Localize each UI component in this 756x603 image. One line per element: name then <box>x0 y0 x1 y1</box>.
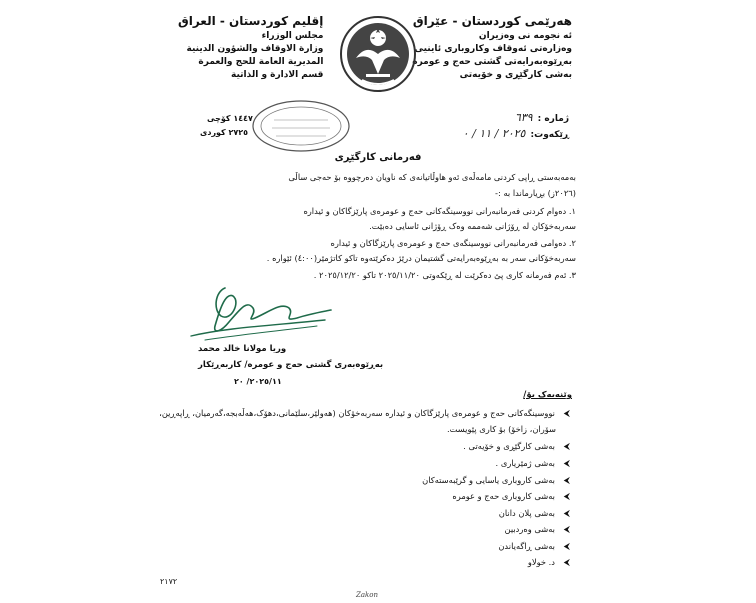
distribution-item-text: بەشی ڕاگەیاندن <box>498 541 555 551</box>
arrow-icon: ⮜ <box>563 558 570 568</box>
distribution-item <box>422 475 570 486</box>
footer-page-number: ٢١٧٢ <box>160 577 178 586</box>
header-left <box>178 14 323 82</box>
distribution-item-text: بەشی پلان دانان <box>498 508 555 518</box>
footer-mark: Zakon <box>356 591 379 599</box>
reference-date-value: ٢٠٢٥ / ١١ / ٠ <box>462 127 526 140</box>
distribution-item-continuation: سۆران، زاخۆ) بۆ کاری پێویست. <box>446 424 556 434</box>
signatory-name: وریا مولانا خالد محمد <box>198 344 287 354</box>
distribution-heading: وێنەیەک بۆ/ <box>523 390 572 400</box>
header-right-line: بەشی کارگێڕی و خۆیەتی <box>459 70 572 80</box>
distribution-item-text: بەشی وەردبین <box>504 524 555 534</box>
distribution-item <box>159 408 570 419</box>
body-line: ٣. ئەم فەرمانە کاری پێ دەکرێت لە ڕێکەوتی ٢٠٢٥/١١/٢٠ تاکو ٢٠٢٥/١٢/٢٠ . <box>313 270 576 280</box>
header-left-line: وزارة الاوقاف والشؤون الدينية <box>186 44 324 54</box>
header-right-title: هەرێمی کوردستان - عێراق <box>412 14 572 28</box>
arrow-icon: ⮜ <box>563 492 570 502</box>
distribution-item-text: بەشی کاروباری یاسایی و گرێبەستەکان <box>422 475 555 485</box>
header-right-line: وەزارەتی ئەوقاف وکاروباری ئاینیی <box>414 44 572 54</box>
distribution-item-text: بەشی کاروباری حەج و عومرە <box>452 491 555 501</box>
distribution-item <box>498 541 570 552</box>
arrow-icon: ⮜ <box>563 509 570 519</box>
distribution-item <box>463 441 570 452</box>
header-left-title: إقليم كوردستان - العراق <box>178 14 324 28</box>
signature-date: ٢٠٢٥/١١/ ٢٠ <box>234 377 282 386</box>
reference-number-label: ژمارە : <box>537 114 569 124</box>
header-left-line: مجلس الوزراء <box>261 31 324 41</box>
signature-icon <box>185 282 335 344</box>
kurdi-date: ٢٧٢٥ کوردی <box>200 128 249 137</box>
distribution-item <box>452 491 570 502</box>
header-right-line: بەڕێوەبەرایەتی گشتی حەج و عومرە <box>412 57 572 67</box>
body-line: ٢. دەوامی فەرمانبەرانی نووسینگەی حەج و عومرەی پارێزگاکان و ئیدارە <box>330 238 576 248</box>
arrow-icon: ⮜ <box>563 409 570 419</box>
header-right <box>412 14 572 82</box>
stamp-icon <box>250 98 352 154</box>
distribution-item-text: بەشی ژمێریاری . <box>495 458 555 468</box>
signatory-role: بەڕێوەبەری گشتی حەج و عومرە/ کاربەڕێکار <box>198 360 384 370</box>
header-right-line: ئه نجومه نی وەزیران <box>478 31 572 41</box>
kurdistan-emblem-icon <box>338 14 418 96</box>
arrow-icon: ⮜ <box>563 525 570 535</box>
header-left-line: قسم الادارة و الذاتية <box>231 70 324 80</box>
reference-date-label: ڕێکەوت: <box>530 130 569 140</box>
distribution-item <box>505 524 570 535</box>
reference-date <box>463 122 569 141</box>
body-line: ١. دەوام کردنی فەرمانبەرانی نووسینگەکانی حەج و عومرەی پارێزگاکان و ئیدارە <box>303 206 576 216</box>
arrow-icon: ⮜ <box>563 459 570 469</box>
document-title: فەرمانی کارگێڕی <box>334 152 422 163</box>
body-line: (٢٠٢٦ز) بڕیارماندا بە :- <box>495 188 576 198</box>
distribution-item-text: بەشی کارگێڕی و خۆیەتی . <box>463 441 555 451</box>
body-line: بەمەبەستی ڕاپی کردنی مامەڵەی ئەو هاوڵاتیانەی کە ناویان دەرچووە بۆ حەجی ساڵی <box>288 172 576 182</box>
header-left-line: المديرية العامة للحج والعمرة <box>198 57 324 67</box>
reference-number-value: ٦٣٩ <box>514 111 533 124</box>
body-line: سەربەخۆکانی سەر بە بەڕێوەبەرایەتی گشتیمان درێژ دەکرێتەوە تاکو کاتژمێر(٤:٠٠) ئێوارە . <box>266 253 576 263</box>
arrow-icon: ⮜ <box>563 542 570 552</box>
distribution-item <box>499 508 570 519</box>
body-line: سەربەخۆکان لە ڕۆژانی شەممە وەک ڕۆژانی ئاسایی دەبێت. <box>369 221 576 231</box>
distribution-item <box>496 458 570 469</box>
distribution-item-text: د. خولاو <box>527 557 555 567</box>
arrow-icon: ⮜ <box>563 476 570 486</box>
hijri-date: ١٤٤٧ کۆچی <box>207 114 253 123</box>
arrow-icon: ⮜ <box>563 442 570 452</box>
distribution-item-text: نووسینگەکانی حەج و عومرەی پارێزگاکان و ئیدارە سەربەخۆکان (هەولێر،سلێمانی،دهۆک،هەڵەبجە،گەرمیان، ڕاپەڕین، <box>159 408 555 418</box>
distribution-item <box>528 557 570 568</box>
